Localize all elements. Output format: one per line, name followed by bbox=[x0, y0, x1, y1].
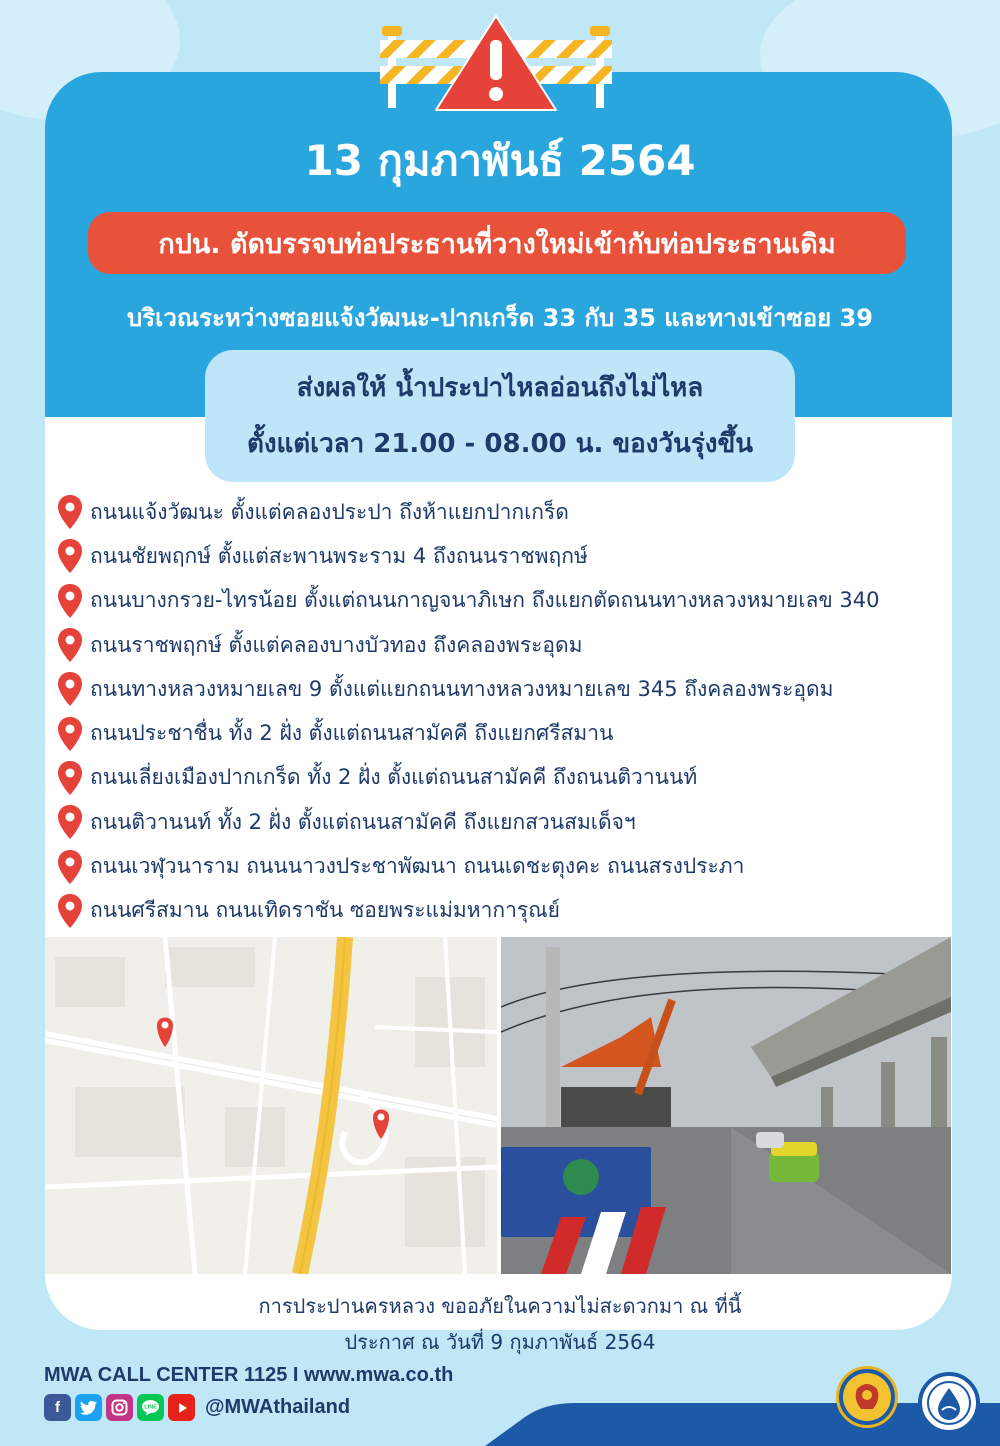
area-text: ถนนเลี่ยงเมืองปากเกร็ด ทั้ง 2 ฝั่ง ตั้งแต่ถนนสามัคคี ถึงถนนติวานนท์ bbox=[90, 765, 698, 790]
effect-line-1: ส่งผลให้ น้ำประปาไหลอ่อนถึงไม่ไหล bbox=[296, 373, 704, 403]
area-text: ถนนติวานนท์ ทั้ง 2 ฝั่ง ตั้งแต่ถนนสามัคคี ถึงแยกสวนสมเด็จฯ bbox=[90, 809, 636, 834]
headline-text: กปน. ตัดบรรจบท่อประธานที่วางใหม่เข้ากับท่อประธานเดิม bbox=[158, 228, 836, 260]
line-icon[interactable] bbox=[137, 1394, 164, 1421]
location-map-image bbox=[45, 937, 497, 1274]
location-text: บริเวณระหว่างซอยแจ้งวัฒนะ-ปากเกร็ด 33 กับ 35 และทางเข้าซอย 39 bbox=[127, 304, 873, 332]
map-pin-icon bbox=[56, 494, 84, 530]
effect-line-2: ตั้งแต่เวลา 21.00 - 08.00 น. ของวันรุ่งขึ้น bbox=[246, 429, 754, 459]
announcement-date: ประกาศ ณ วันที่ 9 กุมภาพันธ์ 2564 bbox=[344, 1330, 656, 1354]
list-item bbox=[56, 844, 956, 888]
map-pin-icon bbox=[56, 716, 84, 752]
area-text: ถนนบางกรวย-ไทรน้อย ตั้งแต่ถนนกาญจนาภิเษก ถึงแยกตัดถนนทางหลวงหมายเลข 340 bbox=[90, 588, 880, 613]
list-item bbox=[56, 711, 956, 755]
map-pin-icon bbox=[56, 760, 84, 796]
list-item bbox=[56, 800, 956, 844]
map-pin-icon bbox=[56, 671, 84, 707]
area-text: ถนนศรีสมาน ถนนเทิดราชัน ซอยพระแม่มหาการุณย์ bbox=[90, 898, 560, 923]
street-photo-image bbox=[501, 937, 951, 1274]
area-text: ถนนชัยพฤกษ์ ตั้งแต่สะพานพระราม 4 ถึงถนนราชพฤกษ์ bbox=[90, 543, 588, 568]
mwa-logo bbox=[918, 1372, 980, 1434]
headline-banner bbox=[88, 212, 906, 274]
twitter-icon[interactable] bbox=[75, 1394, 102, 1421]
facebook-icon[interactable]: f bbox=[44, 1394, 71, 1421]
area-text: ถนนราชพฤกษ์ ตั้งแต่คลองบางบัวทอง ถึงคลองพระอุดม bbox=[90, 632, 583, 657]
social-handle: @MWAthailand bbox=[205, 1396, 351, 1418]
social-links bbox=[44, 1394, 350, 1421]
list-item bbox=[56, 756, 956, 800]
affected-area-list bbox=[56, 490, 956, 933]
svg-text:LINE: LINE bbox=[144, 1404, 157, 1411]
list-item bbox=[56, 667, 956, 711]
instagram-icon[interactable] bbox=[106, 1394, 133, 1421]
map-pin-icon bbox=[56, 627, 84, 663]
map-pin-icon bbox=[56, 583, 84, 619]
map-pin-icon bbox=[56, 538, 84, 574]
area-text: ถนนแจ้งวัฒนะ ตั้งแต่คลองประปา ถึงห้าแยกปากเกร็ด bbox=[90, 499, 569, 524]
contact-line: MWA CALL CENTER 1125 I www.mwa.co.th bbox=[44, 1364, 454, 1386]
list-item bbox=[56, 579, 956, 623]
area-text: ถนนเวฬุวนาราม ถนนนาวงประชาพัฒนา ถนนเดชะตุงคะ ถนนสรงประภา bbox=[90, 854, 745, 879]
youtube-icon[interactable] bbox=[168, 1394, 195, 1421]
notice-date-title: 13 กุมภาพันธ์ 2564 bbox=[304, 136, 696, 185]
list-item bbox=[56, 534, 956, 578]
area-text: ถนนทางหลวงหมายเลข 9 ตั้งแต่แยกถนนทางหลวงหมายเลข 345 ถึงคลองพระอุดม bbox=[90, 676, 834, 701]
list-item bbox=[56, 623, 956, 667]
effect-box bbox=[205, 350, 795, 482]
area-text: ถนนประชาชื่น ทั้ง 2 ฝั่ง ตั้งแต่ถนนสามัคคี ถึงแยกศรีสมาน bbox=[90, 721, 614, 746]
map-pin-icon bbox=[56, 804, 84, 840]
government-emblem-logo bbox=[836, 1366, 898, 1428]
map-pin-icon bbox=[56, 849, 84, 885]
warning-barrier-icon bbox=[376, 14, 616, 114]
list-item bbox=[56, 490, 956, 534]
list-item bbox=[56, 889, 956, 933]
map-pin-icon bbox=[56, 893, 84, 929]
apology-text: การประปานครหลวง ขออภัยในความไม่สะดวกมา ณ ที่นี้ bbox=[258, 1294, 742, 1318]
